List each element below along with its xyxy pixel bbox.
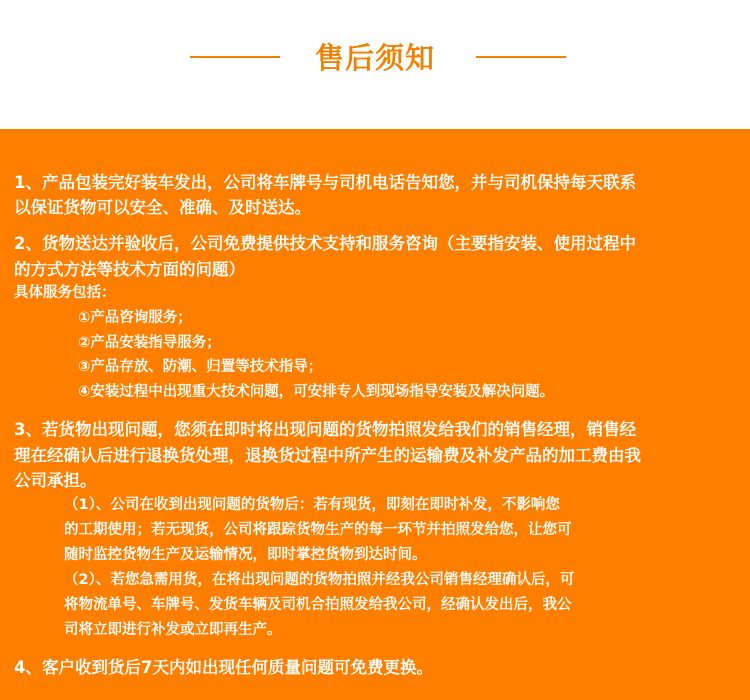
item-3-sub-1-line: 随时监控货物生产及运输情况，即时掌控货物到达时间。 (64, 547, 427, 563)
title-divider-right (476, 56, 566, 58)
item-3-line-2: 理在经确认后进行退换货处理，退换货过程中所产生的运输费及补发产品的加工费由我 (14, 446, 641, 465)
item-2-line-2: 的方式方法等技术方面的问题） (14, 260, 245, 279)
item-3-line-3: 公司承担。 (14, 471, 97, 490)
item-4-line-1: 4、客户收到货后7天内如出现任何质量问题可免费更换。 (14, 658, 433, 677)
services-label: 具体服务包括： (14, 285, 116, 301)
page-header (0, 0, 750, 129)
service-item: ①产品咨询服务； (78, 310, 192, 326)
item-3-sub-2-line: 司将立即进行补发或立即再生产。 (64, 622, 282, 638)
item-3-sub-1-line: （1）、公司在收到出现问题的货物后：若有现货，即刻在即时补发，不影响您 (64, 497, 560, 513)
service-item: ②产品安装指导服务； (78, 335, 221, 351)
service-item: ④安装过程中出现重大技术问题，可安排专人到现场指导安装及解决问题。 (78, 384, 555, 400)
service-item: ③产品存放、防潮、归置等技术指导； (78, 359, 323, 375)
item-1-line-2: 以保证货物可以安全、准确、及时送达。 (14, 198, 311, 217)
item-1-line-1: 1、产品包装完好装车发出，公司将车牌号与司机电话告知您，并与司机保持每天联系 (14, 173, 636, 192)
item-3-line-1: 3、若货物出现问题，您须在即时将出现问题的货物拍照发给我们的销售经理，销售经 (14, 420, 636, 439)
item-3-sub-2-line: （2）、若您急需用货，在将出现问题的货物拍照并经我公司销售经理确认后，可 (64, 572, 575, 588)
item-2-line-1: 2、货物送达并验收后，公司免费提供技术支持和服务咨询（主要指安装、使用过程中 (14, 234, 636, 253)
page-title: 售后须知 (314, 41, 435, 75)
item-3-sub-2-line: 将物流单号、车牌号、发货车辆及司机合拍照发给我公司，经确认发出后，我公 (64, 597, 572, 613)
item-3-sub-1-line: 的工期使用；若无现货，公司将跟踪货物生产的每一环节并拍照发给您，让您可 (64, 522, 572, 538)
